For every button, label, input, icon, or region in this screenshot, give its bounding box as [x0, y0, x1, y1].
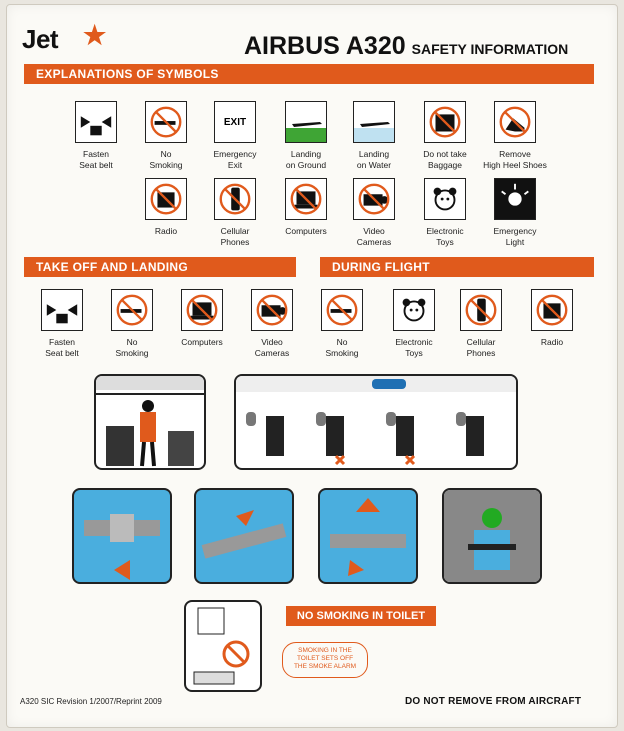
- symbol-caption: Video Cameras: [254, 337, 290, 358]
- no-smoking-toilet-banner: NO SMOKING IN TOILET: [286, 606, 436, 626]
- no-smoking-icon: [111, 289, 153, 331]
- no-baggage-icon: [424, 101, 466, 143]
- symbol-caption: Radio: [540, 337, 564, 347]
- landing-water-icon: [353, 101, 395, 143]
- brace-positions-illustration: [234, 374, 518, 470]
- symbol-emergency-light: [480, 178, 550, 248]
- do-not-remove-notice: DO NOT REMOVE FROM AIRCRAFT: [405, 696, 582, 707]
- symbol-exit: [200, 101, 270, 171]
- no-phone-icon: [214, 178, 256, 220]
- no-computer-icon: [181, 289, 223, 331]
- revision-text: A320 SIC Revision 1/2007/Reprint 2009: [20, 697, 162, 706]
- symbol-no-computer: [271, 178, 341, 237]
- symbol-no-smoking: [131, 101, 201, 171]
- no-toy-icon: [424, 178, 466, 220]
- page-title: AIRBUS A320 SAFETY INFORMATION: [244, 32, 569, 60]
- symbol-no-smoking: [307, 289, 377, 359]
- no-radio-icon: [531, 289, 573, 331]
- symbol-landing-water: [339, 101, 409, 171]
- section-during: DURING FLIGHT: [320, 257, 594, 277]
- no-smoking-icon: [145, 101, 187, 143]
- symbol-seatbelt: [61, 101, 131, 171]
- symbol-no-smoking: [97, 289, 167, 359]
- symbol-caption: Electronic Toys: [395, 337, 433, 358]
- symbol-caption: Do not take Baggage: [423, 149, 467, 170]
- section-explanations: EXPLANATIONS OF SYMBOLS: [24, 64, 594, 84]
- symbol-caption: Landing on Water: [356, 149, 392, 170]
- symbol-caption: Computers: [285, 226, 327, 236]
- symbol-no-phone: [200, 178, 270, 248]
- symbol-caption: No Smoking: [115, 337, 149, 358]
- no-toy-icon: [393, 289, 435, 331]
- seatbelt-fasten-step: [72, 488, 172, 584]
- symbol-caption: Computers: [181, 337, 223, 347]
- no-camera-icon: [251, 289, 293, 331]
- toilet-illustration: [184, 600, 262, 692]
- symbol-no-radio: [131, 178, 201, 237]
- star-icon: ★: [83, 20, 106, 50]
- symbol-caption: Electronic Toys: [426, 226, 464, 247]
- infant-belt-illustration: [442, 488, 542, 584]
- symbol-caption: Cellular Phones: [220, 226, 250, 247]
- symbol-caption: Fasten Seat belt: [45, 337, 79, 358]
- symbol-caption: Video Cameras: [356, 226, 392, 247]
- jetstar-logo: Jet ★: [22, 20, 106, 54]
- seatbelt-release-step: [318, 488, 418, 584]
- symbol-caption: No Smoking: [325, 337, 359, 358]
- symbol-no-toy: [410, 178, 480, 248]
- symbol-caption: No Smoking: [149, 149, 183, 170]
- seatbelt-tighten-step: [194, 488, 294, 584]
- symbol-no-computer: [167, 289, 237, 348]
- symbol-no-camera: [237, 289, 307, 359]
- symbol-caption: Fasten Seat belt: [79, 149, 113, 170]
- symbol-seatbelt: [27, 289, 97, 359]
- symbol-caption: Landing on Ground: [285, 149, 327, 170]
- no-computer-icon: [285, 178, 327, 220]
- no-smoking-icon: [321, 289, 363, 331]
- no-camera-icon: [353, 178, 395, 220]
- symbol-no-baggage: [410, 101, 480, 171]
- symbol-caption: Radio: [154, 226, 178, 236]
- landing-ground-icon: [285, 101, 327, 143]
- no-radio-icon: [145, 178, 187, 220]
- no-phone-icon: [460, 289, 502, 331]
- seatbelt-icon: [75, 101, 117, 143]
- symbol-caption: Emergency Light: [493, 226, 537, 247]
- emergency-light-icon: [494, 178, 536, 220]
- symbol-no-camera: [339, 178, 409, 248]
- symbol-no-phone: [446, 289, 516, 359]
- cabin-overhead-illustration: [94, 374, 206, 470]
- section-takeoff: TAKE OFF AND LANDING: [24, 257, 296, 277]
- symbol-caption: Cellular Phones: [466, 337, 496, 358]
- symbol-caption: Emergency Exit: [213, 149, 257, 170]
- symbol-caption: Remove High Heel Shoes: [483, 149, 547, 170]
- no-high-heel-icon: [494, 101, 536, 143]
- symbol-no-high-heel: [480, 101, 550, 171]
- symbol-no-toy: [379, 289, 449, 359]
- symbol-landing-ground: [271, 101, 341, 171]
- symbol-no-radio: [517, 289, 587, 348]
- exit-icon: EXIT: [214, 101, 256, 143]
- seatbelt-icon: [41, 289, 83, 331]
- smoke-alarm-notice: SMOKING IN THE TOILET SETS OFF THE SMOKE ALARM: [282, 642, 368, 678]
